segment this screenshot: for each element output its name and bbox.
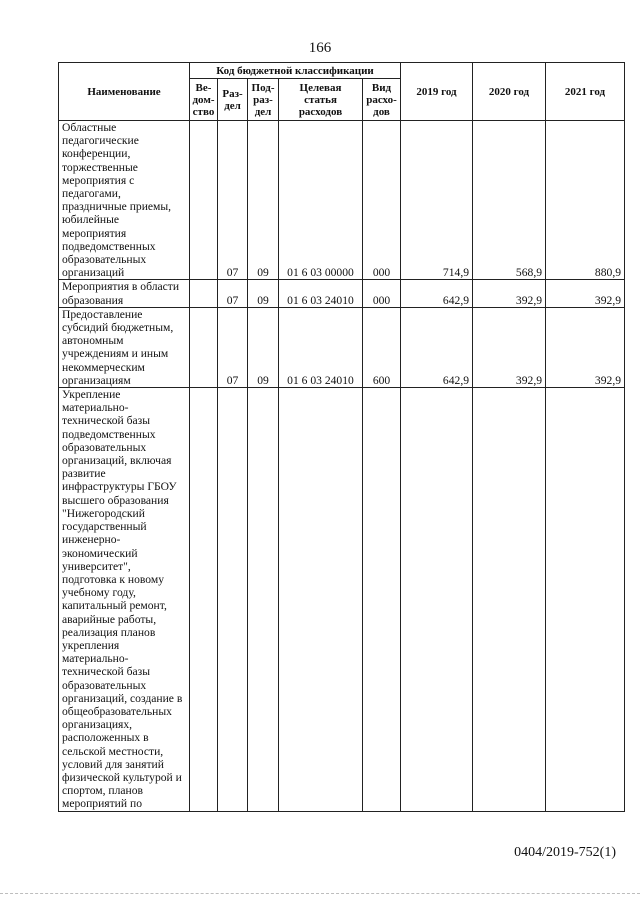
row-target: 01 6 03 24010 xyxy=(279,307,363,387)
row-2020: 392,9 xyxy=(473,307,546,387)
row-vedomstvo xyxy=(190,388,218,812)
row-razdel: 07 xyxy=(218,121,248,280)
row-2019: 714,9 xyxy=(401,121,473,280)
row-podrazdel: 09 xyxy=(248,307,279,387)
header-2019: 2019 год xyxy=(401,63,473,121)
row-2019 xyxy=(401,388,473,812)
header-vedomstvo: Ве- дом- ство xyxy=(190,79,218,121)
budget-table xyxy=(58,62,625,812)
row-2020: 392,9 xyxy=(473,280,546,307)
row-2021 xyxy=(546,388,625,812)
header-2021: 2021 год xyxy=(546,63,625,121)
row-razdel: 07 xyxy=(218,280,248,307)
table-row xyxy=(59,121,625,280)
row-podrazdel: 09 xyxy=(248,280,279,307)
document-code: 0404/2019-752(1) xyxy=(514,845,616,860)
row-name: Областные педагогические конференции, торжественные мероприятия с педагогами, праздничные приемы, юбилейные мероприятия подведомственных образовательных организаций xyxy=(59,121,190,280)
page-number: 166 xyxy=(308,40,332,56)
scan-edge-divider xyxy=(0,893,640,895)
row-razdel xyxy=(218,388,248,812)
row-2019: 642,9 xyxy=(401,280,473,307)
row-name: Укрепление материально-технической базы подведомственных образовательных организаций, включая развитие инфраструктуры ГБОУ высшего образования "Нижегородский государственный инженерно-экономический университет", подготовка к новому учебному году, капитальный ремонт, аварийные работы, реализация планов укрепления материально-технической базы образовательных организаций, создание в общеобразовательных организациях, расположенных в сельской местности, условий для занятий физической культурой и спортом, планов мероприятий по xyxy=(59,388,190,812)
row-podrazdel: 09 xyxy=(248,121,279,280)
row-2021: 880,9 xyxy=(546,121,625,280)
header-razdel: Раз- дел xyxy=(218,79,248,121)
row-target: 01 6 03 24010 xyxy=(279,280,363,307)
row-target xyxy=(279,388,363,812)
table-row xyxy=(59,280,625,307)
row-2021: 392,9 xyxy=(546,307,625,387)
header-vid: Вид расхо- дов xyxy=(363,79,401,121)
row-2021: 392,9 xyxy=(546,280,625,307)
header-podrazdel: Под- раз- дел xyxy=(248,79,279,121)
row-target: 01 6 03 00000 xyxy=(279,121,363,280)
header-name: Наименование xyxy=(59,63,190,121)
row-2020 xyxy=(473,388,546,812)
row-vedomstvo xyxy=(190,121,218,280)
header-2020: 2020 год xyxy=(473,63,546,121)
row-vedomstvo xyxy=(190,280,218,307)
row-name: Предоставление субсидий бюджетным, автономным учреждениям и иным некоммерческим организациям xyxy=(59,307,190,387)
row-vid: 600 xyxy=(363,307,401,387)
row-name: Мероприятия в области образования xyxy=(59,280,190,307)
row-2019: 642,9 xyxy=(401,307,473,387)
row-vid: 000 xyxy=(363,121,401,280)
row-vedomstvo xyxy=(190,307,218,387)
table-row xyxy=(59,388,625,812)
header-target: Целевая статья расходов xyxy=(279,79,363,121)
row-podrazdel xyxy=(248,388,279,812)
header-code-group: Код бюджетной классификации xyxy=(190,63,401,79)
table-row xyxy=(59,307,625,387)
row-vid xyxy=(363,388,401,812)
row-razdel: 07 xyxy=(218,307,248,387)
row-vid: 000 xyxy=(363,280,401,307)
row-2020: 568,9 xyxy=(473,121,546,280)
